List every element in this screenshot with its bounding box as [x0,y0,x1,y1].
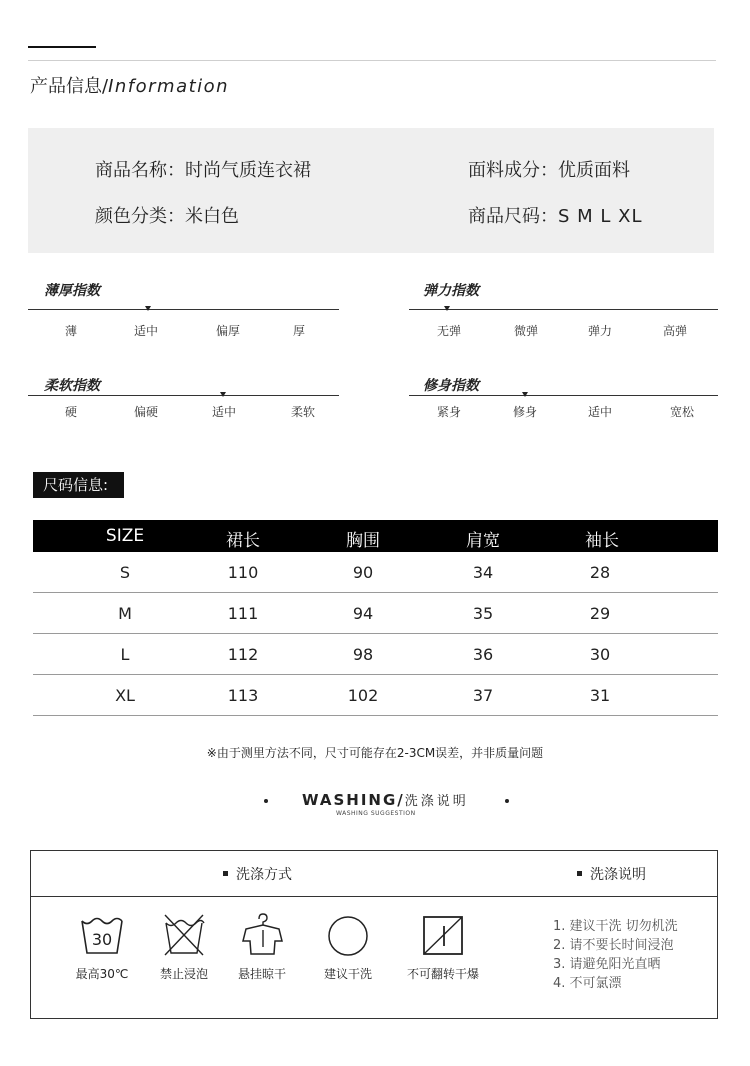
elasticity-index-marker [444,306,450,311]
dry-clean-label: 建议干洗 [323,967,372,981]
table-cell: S [119,563,131,582]
table-row [33,593,718,634]
softness-label: 适中 [211,405,237,419]
washing-title-en: WASHING/ [302,791,405,809]
thickness-index-title: 薄厚指数 [44,283,100,299]
square-bullet [577,871,582,876]
softness-label: 柔软 [290,405,316,419]
table-row [33,634,718,675]
table-cell: 94 [352,604,374,623]
color-value: 米白色 [185,206,239,227]
softness-label: 偏硬 [133,405,159,419]
header-divider [28,60,716,61]
size-info-tag: 尺码信息: [33,472,124,498]
elasticity-label: 弹力 [587,324,613,338]
table-cell: 90 [352,563,374,582]
table-cell: M [118,604,132,623]
size-table [33,520,718,716]
fit-index-marker [522,392,528,397]
header-cell: SIZE [105,526,145,546]
no-tumble-dry-label: 不可翻转干爆 [406,967,479,981]
size-label: 商品尺码： [468,206,558,227]
washing-heading [0,790,750,820]
table-row [33,675,718,716]
header-accent-line [28,46,96,48]
fit-label: 紧身 [436,405,462,419]
elasticity-label: 无弹 [436,324,462,338]
washing-box [30,850,718,1019]
size-value: S M L XL [558,206,643,227]
no-soak-label: 禁止浸泡 [159,967,208,981]
wash-30-label: 最高30℃ [75,967,129,981]
elasticity-index-title: 弹力指数 [423,283,479,299]
softness-index-scale [28,395,339,425]
elasticity-index-scale [409,309,718,339]
no-soak-icon [161,913,207,957]
table-cell: 28 [589,563,611,582]
product-info-box [28,128,714,253]
header-cell: 胸围 [346,531,380,551]
washing-method-label: 洗涤方式 [223,864,292,884]
washing-instructions [553,917,678,993]
size-table-header [33,520,718,552]
bullet-dot [264,799,268,803]
dry-clean-icon [325,913,371,957]
table-cell: 36 [472,645,494,664]
instruction-item: 3. 请避免阳光直晒 [553,957,661,972]
table-cell: 113 [227,686,259,705]
size-row [468,202,643,228]
softness-index-title: 柔软指数 [44,378,100,394]
table-cell: 112 [227,645,259,664]
thickness-index-marker [145,306,151,311]
fabric-row [468,156,630,182]
table-cell: 30 [589,645,611,664]
table-cell: 102 [347,686,379,705]
no-soak-item [144,913,224,982]
section-title [30,72,229,98]
elasticity-label: 高弹 [662,324,688,338]
bullet-dot [505,799,509,803]
dry-clean-item [308,913,388,982]
no-tumble-dry-item [403,913,483,982]
header-cell: 裙长 [226,531,260,551]
product-name-value: 时尚气质连衣裙 [185,160,311,181]
table-cell: 98 [352,645,374,664]
table-cell: 110 [227,563,259,582]
no-tumble-dry-icon [420,913,466,957]
table-cell: XL [115,686,135,705]
section-title-en: Information [108,76,230,97]
instruction-item: 2. 请不要长时间浸泡 [553,938,674,953]
hang-dry-item [222,913,302,982]
table-cell: 34 [472,563,494,582]
fit-index-title: 修身指数 [423,378,479,394]
hang-dry-icon [239,913,285,957]
hang-dry-label: 悬挂晾干 [237,967,286,981]
square-bullet [223,871,228,876]
table-cell: 37 [472,686,494,705]
table-cell: 111 [227,604,259,623]
washing-title [302,790,469,809]
table-cell: 35 [472,604,494,623]
wash-30-icon [79,913,125,957]
fabric-label: 面料成分： [468,160,558,181]
thickness-label: 厚 [292,324,306,338]
thickness-index-scale [28,309,339,339]
washing-divider [31,896,717,897]
wash-30-item [62,913,142,982]
instruction-item: 1. 建议干洗 切勿机洗 [553,919,678,934]
fit-label: 修身 [512,405,538,419]
color-label: 颜色分类： [95,206,185,227]
thickness-label: 适中 [133,324,159,338]
thickness-label: 偏厚 [215,324,241,338]
fit-label: 宽松 [669,405,695,419]
header-cell: 肩宽 [466,531,500,551]
instruction-item: 4. 不可氯漂 [553,976,622,991]
softness-index-marker [220,392,226,397]
washing-desc-label: 洗涤说明 [577,864,646,884]
washing-subtitle: WASHING SUGGESTION [336,810,416,817]
table-cell: 31 [589,686,611,705]
measurement-note: ※由于测里方法不同，尺寸可能存在2-3CM误差，并非质量问题 [206,746,544,760]
thickness-label: 薄 [64,324,78,338]
fit-label: 适中 [587,405,613,419]
color-row [95,202,239,228]
washing-title-cn: 洗涤说明 [404,794,469,809]
header-cell: 袖长 [585,531,619,551]
product-name-row [95,156,311,182]
fabric-value: 优质面料 [558,160,630,181]
fit-index-scale [409,395,718,425]
product-name-label: 商品名称： [95,160,185,181]
table-cell: 29 [589,604,611,623]
table-row [33,552,718,593]
elasticity-label: 微弹 [513,324,539,338]
section-title-cn: 产品信息/ [30,76,109,97]
table-cell: L [120,645,130,664]
wash-temp-text: 30 [91,930,113,949]
softness-label: 硬 [64,405,78,419]
